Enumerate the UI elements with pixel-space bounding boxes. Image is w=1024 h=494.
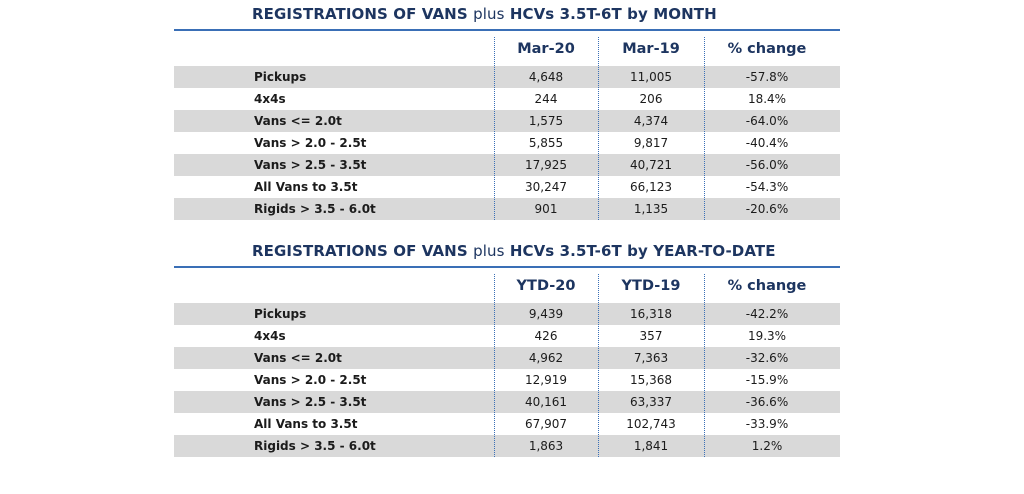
ytd-body [174, 303, 840, 457]
table-row [174, 413, 840, 435]
monthly-body [174, 66, 840, 220]
row-value-current: 9,439 [528, 307, 564, 321]
row-change: -33.9% [745, 417, 789, 431]
row-value-previous: 1,841 [633, 439, 669, 453]
row-change: -15.9% [745, 373, 789, 387]
row-change: -20.6% [745, 202, 789, 216]
table-row [174, 325, 840, 347]
row-change: -40.4% [745, 136, 789, 150]
row-label: Vans <= 2.0t [254, 114, 342, 128]
ytd-header-col1: YTD-20 [516, 278, 576, 294]
table-row [174, 391, 840, 413]
row-value-previous: 15,368 [630, 373, 672, 387]
row-value-current: 40,161 [525, 395, 567, 409]
ytd-header-row [174, 271, 840, 301]
row-value-previous: 102,743 [626, 417, 676, 431]
table-row [174, 198, 840, 220]
row-value-previous: 9,817 [633, 136, 669, 150]
monthly-title-plus: plus [473, 5, 505, 23]
row-value-current: 5,855 [528, 136, 564, 150]
row-label: All Vans to 3.5t [254, 417, 358, 431]
ytd-table-title [252, 240, 776, 262]
row-label: All Vans to 3.5t [254, 180, 358, 194]
row-value-previous: 40,721 [630, 158, 672, 172]
row-change: 19.3% [747, 329, 787, 343]
table-row [174, 347, 840, 369]
monthly-table-title [252, 3, 717, 25]
ytd-header-col3: % change [727, 278, 807, 294]
row-value-current: 1,863 [528, 439, 564, 453]
row-value-current: 12,919 [525, 373, 567, 387]
monthly-header-col2: Mar-19 [622, 41, 680, 57]
column-divider [704, 37, 705, 220]
row-change: -54.3% [745, 180, 789, 194]
row-label: Rigids > 3.5 - 6.0t [254, 202, 376, 216]
row-value-current: 426 [534, 329, 558, 343]
table-row [174, 369, 840, 391]
row-change: -32.6% [745, 351, 789, 365]
row-value-current: 30,247 [525, 180, 567, 194]
row-label: 4x4s [254, 92, 286, 106]
ytd-header-col2: YTD-19 [621, 278, 681, 294]
row-change: 18.4% [747, 92, 787, 106]
monthly-table [174, 3, 840, 225]
row-value-current: 17,925 [525, 158, 567, 172]
table-row [174, 88, 840, 110]
row-label: Pickups [254, 307, 307, 321]
row-value-current: 67,907 [525, 417, 567, 431]
row-change: -64.0% [745, 114, 789, 128]
monthly-title-part1: REGISTRATIONS OF VANS [252, 5, 468, 23]
column-divider [704, 274, 705, 457]
table-row [174, 154, 840, 176]
table-row [174, 66, 840, 88]
row-value-current: 244 [534, 92, 558, 106]
row-label: Pickups [254, 70, 307, 84]
ytd-title-plus: plus [473, 242, 505, 260]
table-row [174, 132, 840, 154]
monthly-header-col3: % change [727, 41, 807, 57]
ytd-title-part1: REGISTRATIONS OF VANS [252, 242, 468, 260]
row-label: Vans > 2.0 - 2.5t [254, 136, 367, 150]
row-label: Vans > 2.5 - 3.5t [254, 395, 367, 409]
row-value-current: 1,575 [528, 114, 564, 128]
row-label: Vans > 2.5 - 3.5t [254, 158, 367, 172]
ytd-header-rule [174, 266, 840, 268]
row-value-previous: 63,337 [630, 395, 672, 409]
row-value-current: 4,962 [528, 351, 564, 365]
row-change: -36.6% [745, 395, 789, 409]
row-label: Vans > 2.0 - 2.5t [254, 373, 367, 387]
table-row [174, 176, 840, 198]
column-divider [598, 274, 599, 457]
row-value-previous: 1,135 [633, 202, 669, 216]
column-divider [494, 274, 495, 457]
row-value-previous: 4,374 [633, 114, 669, 128]
row-value-previous: 66,123 [630, 180, 672, 194]
ytd-table [174, 240, 840, 462]
monthly-title-part2: HCVs 3.5T-6T by MONTH [509, 5, 717, 23]
row-change: -56.0% [745, 158, 789, 172]
row-value-previous: 7,363 [633, 351, 669, 365]
row-value-previous: 206 [639, 92, 663, 106]
column-divider [598, 37, 599, 220]
table-row [174, 435, 840, 457]
row-change: -42.2% [745, 307, 789, 321]
table-row [174, 110, 840, 132]
row-value-previous: 357 [639, 329, 663, 343]
row-value-previous: 16,318 [630, 307, 672, 321]
row-change: 1.2% [751, 439, 783, 453]
row-change: -57.8% [745, 70, 789, 84]
row-value-current: 4,648 [528, 70, 564, 84]
row-label: 4x4s [254, 329, 286, 343]
table-row [174, 303, 840, 325]
monthly-header-row [174, 34, 840, 64]
monthly-header-col1: Mar-20 [517, 41, 575, 57]
row-value-previous: 11,005 [630, 70, 672, 84]
row-label: Vans <= 2.0t [254, 351, 342, 365]
column-divider [494, 37, 495, 220]
row-label: Rigids > 3.5 - 6.0t [254, 439, 376, 453]
ytd-title-part2: HCVs 3.5T-6T by YEAR-TO-DATE [509, 242, 776, 260]
row-value-current: 901 [534, 202, 558, 216]
monthly-header-rule [174, 29, 840, 31]
